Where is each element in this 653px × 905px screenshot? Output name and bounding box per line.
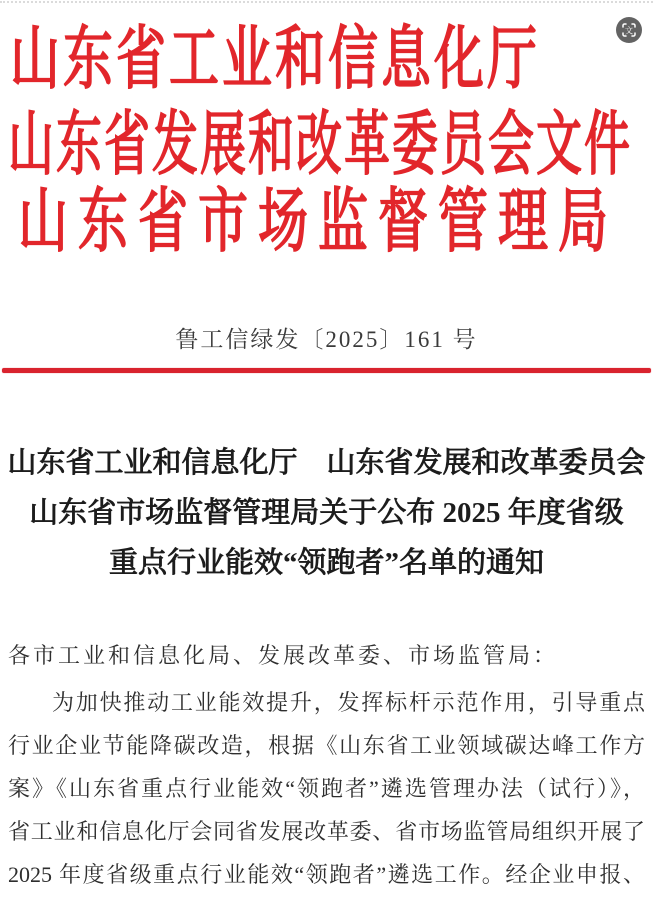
body-line: 行业企业节能降碳改造，根据《山东省工业领域碳达峰工作方 — [8, 733, 645, 758]
letterhead-line-1: 山东省工业和信息化厅 — [10, 19, 540, 98]
body-line: 案》《山东省重点行业能效“领跑者”遴选管理办法（试行）》， — [8, 776, 645, 801]
image-translate-icon — [620, 21, 638, 39]
image-translate-button[interactable] — [616, 17, 642, 43]
salutation-line: 各市工业和信息化局、发展改革委、市场监管局： — [8, 643, 559, 668]
document-number: 鲁工信绿发〔2025〕161 号 — [175, 327, 478, 352]
letterhead-line-2: 山东省发展和改革委员会文件 — [8, 105, 632, 183]
body-paragraph — [8, 681, 645, 896]
title-line-2: 山东省市场监督管理局关于公布 2025 年度省级 — [29, 497, 624, 529]
top-dotted-crop-line — [0, 1, 653, 3]
letterhead-line-3: 山东省市场监督管理局 — [18, 181, 618, 261]
title-line-3: 重点行业能效“领跑者”名单的通知 — [108, 547, 544, 579]
document-title — [0, 438, 653, 588]
title-line-1: 山东省工业和信息化厅 山东省发展和改革委员会 — [7, 447, 646, 479]
document-body — [8, 634, 645, 896]
body-line: 省工业和信息化厅会同省发展改革委、省市场监管局组织开展了 — [8, 819, 645, 844]
translate-glyph: 文 — [624, 26, 634, 36]
red-divider-rule — [2, 368, 651, 373]
body-line: 2025 年度省级重点行业能效“领跑者”遴选工作。经企业申报、 — [8, 862, 645, 887]
body-line: 为加快推动工业能效提升，发挥标杆示范作用，引导重点 — [52, 690, 645, 715]
